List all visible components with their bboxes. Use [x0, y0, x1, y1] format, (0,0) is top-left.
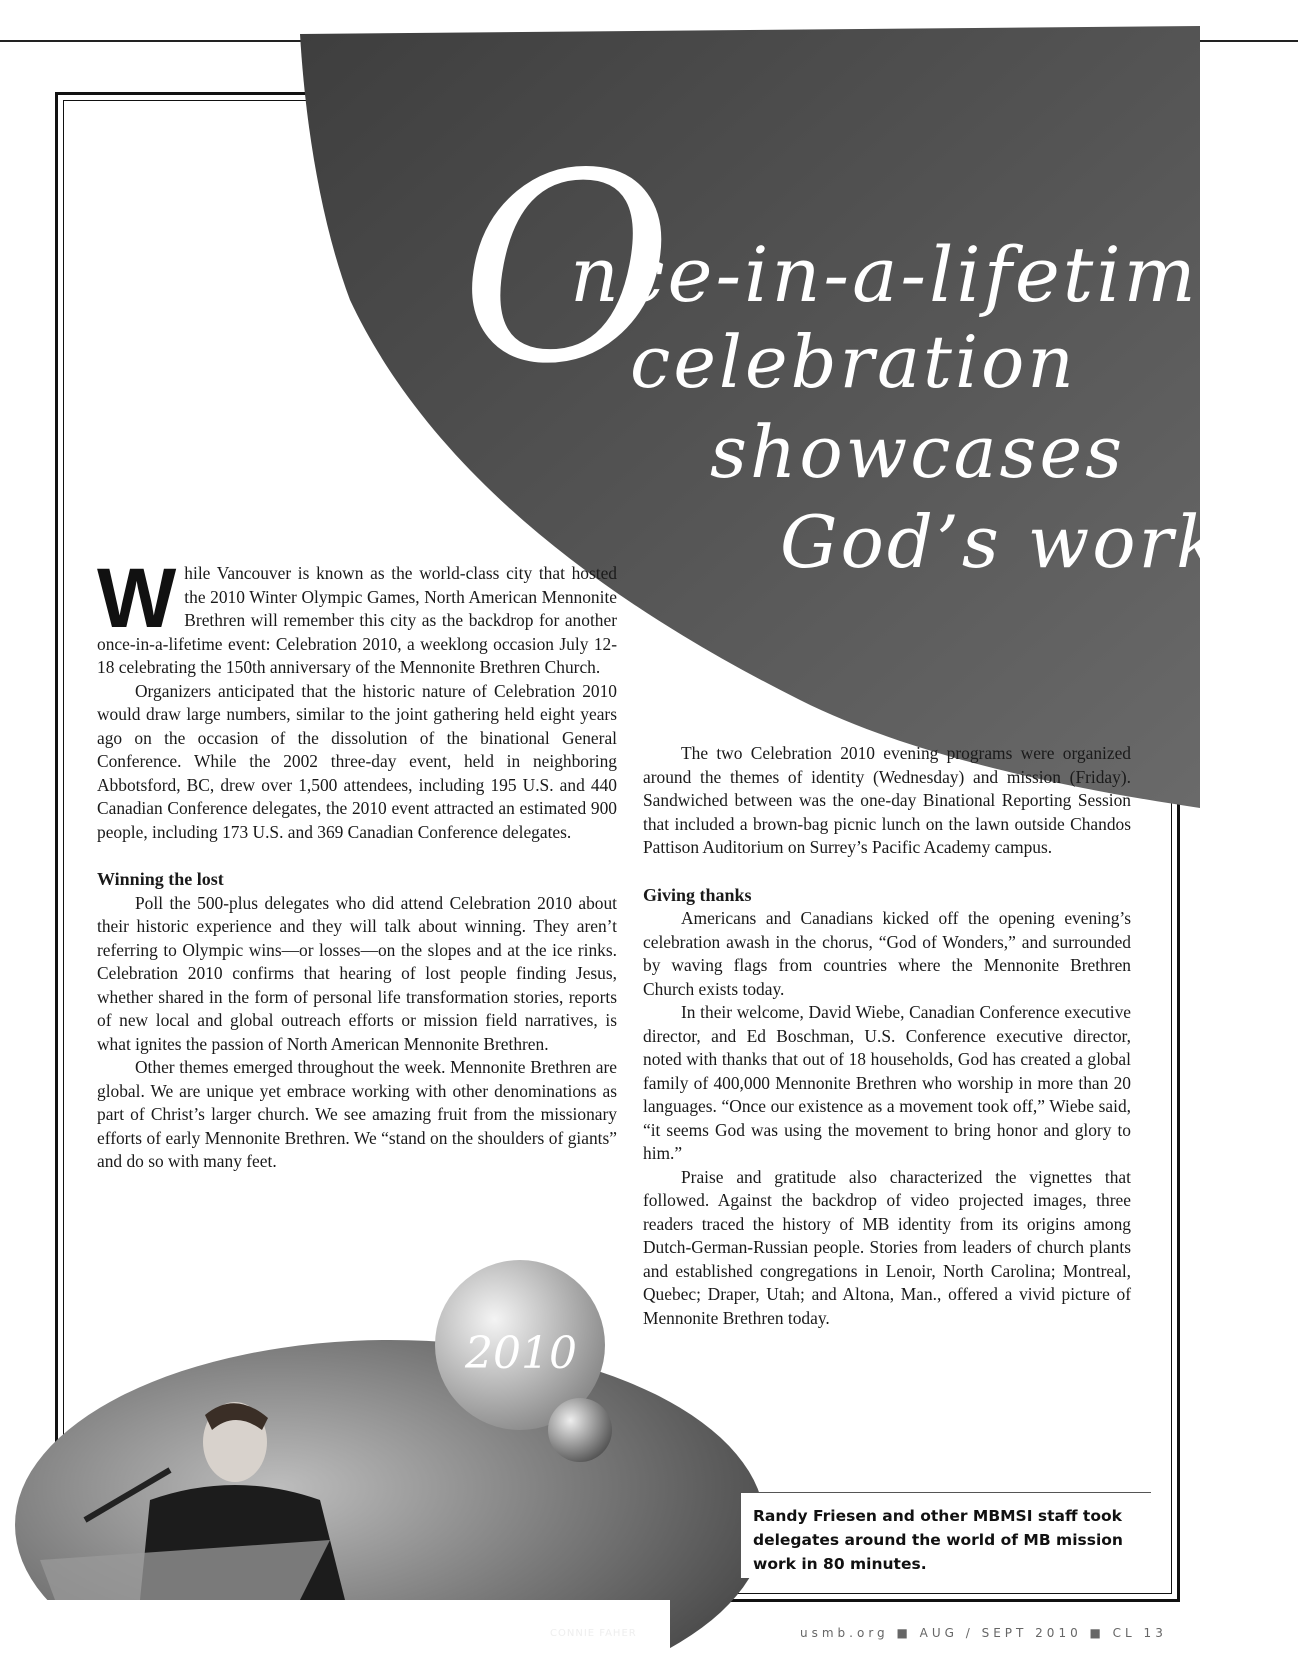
article-title — [440, 119, 1247, 584]
right-column — [643, 742, 1131, 1330]
right-paragraph-4: Praise and gratitude also characterized the vignettes that followed. Against the backdrop of video projected images, three readers traced the history of MB identity from its origins among Dutch-German-Russian people. Stories from leaders of church plants and established congregations in Lenoir, North Carolina; Montreal, Quebec; Draper, Utah; and Altona, Man., offered a vivid picture of Mennonite Brethren today. — [643, 1166, 1131, 1328]
left-paragraph-3: Poll the 500-plus delegates who did attend Celebration 2010 about their historic experience and they will talk about winning. They aren’t referring to Olympic wins—or losses—on the slopes and at the ice rinks. Celebration 2010 confirms that hearing of lost people finding Jesus, whether shared in the form of personal life transformation stories, reports of new local and global outreach efforts or mission field narratives, is what ignites the passion of North American Mennonite Brethren. — [97, 892, 617, 1054]
title-line-2: celebration — [630, 320, 1077, 404]
photo-credit: CONNIE FAHER — [550, 1628, 637, 1639]
logo-2010-text: 2010 — [465, 1328, 577, 1379]
left-paragraph-4: Other themes emerged throughout the week. Mennonite Brethren are global. We are unique yet embrace working with other denominations as part of Christ’s larger church. We see amazing fruit from the missionary efforts of early Mennonite Brethren. We “stand on the shoulders of giants” and do so with many feet. — [97, 1057, 617, 1171]
drop-cap: W — [97, 551, 177, 645]
page-footer: usmb.org ■ AUG / SEPT 2010 ■ CL 13 — [800, 1626, 1167, 1640]
right-paragraph-3: In their welcome, David Wiebe, Canadian Conference executive director, and Ed Boschman, U.S. Conference executive director, noted with thanks that out of 18 households, God has created a global family of 400,000 Mennonite Brethren who worship in more than 20 languages. “Once our existence as a movement took off,” Wiebe said, “it seems God was using the movement to bring honor and glory to him.” — [643, 1002, 1131, 1163]
right-paragraph-1: The two Celebration 2010 evening programs were organized around the themes of identity (Wednesday) and mission (Friday). Sandwiched between was the one-day Binational Reporting Session that included a brown-bag picnic lunch on the lawn outside Chandos Pattison Auditorium on Surrey’s Pacific Academy campus. — [643, 743, 1131, 857]
heading-winning-the-lost: Winning the lost — [97, 869, 224, 889]
heading-giving-thanks: Giving thanks — [643, 884, 752, 905]
left-paragraph-1: While Vancouver is known as the world-class city that hosted the 2010 Winter Olympic Games, North American Mennonite Brethren will remember this city as the backdrop for another once-in-a-lifetime event: Celebration 2010, a weeklong occasion July 12-18 celebrating the 150th anniversary of the Mennonite Brethren Church. — [97, 551, 617, 677]
title-line-3: showcases — [710, 410, 1126, 494]
title-line-4: God’s work — [780, 500, 1223, 584]
right-paragraph-2: Americans and Canadians kicked off the opening evening’s celebration awash in the chorus, “God of Wonders,” and surrounded by waving flags from countries where the Mennonite Brethren Church exists today. — [643, 908, 1131, 999]
title-initial: O — [460, 119, 674, 421]
photo-caption: Randy Friesen and other MBMSI staff took delegates around the world of MB mission work in 80 minutes. — [753, 1507, 1123, 1573]
left-column — [97, 551, 617, 1174]
title-line-1: nce-in-a-lifetime — [570, 230, 1247, 319]
left-paragraph-2: Organizers anticipated that the historic nature of Celebration 2010 would draw large numbers, similar to the joint gathering held eight years ago on the occasion of the dissolution of the binational General Conference. While the 2002 three-day event, held in neighboring Abbotsford, BC, drew over 1,500 attendees, including 195 U.S. and 440 Canadian Conference delegates, the 2010 event attracted an estimated 900 people, including 173 U.S. and 369 Canadian Conference delegates. — [97, 680, 617, 842]
